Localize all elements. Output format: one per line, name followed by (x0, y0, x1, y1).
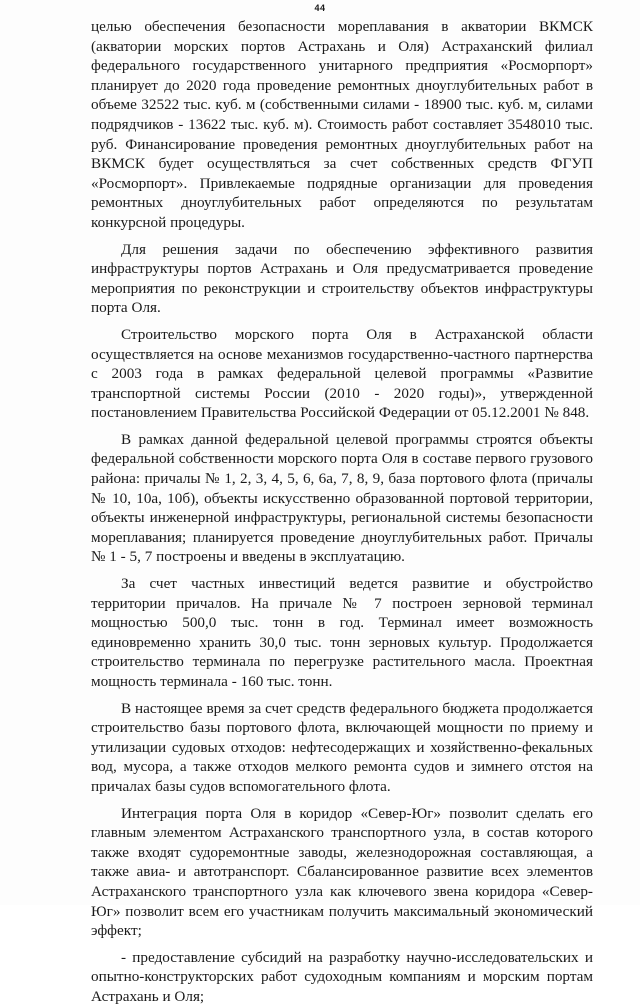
paragraph-infrastructure-task: Для решения задачи по обеспечению эффективного развития инфраструктуры портов Астрахань и Оля предусматривается проведение мероприятия по реконструкции и строительству объектов инфраструктуры порта Оля. (91, 240, 593, 317)
paragraph-private-investment: За счет частных инвестиций ведется развитие и обустройство территории причалов. На причале № 7 построен зерновой терминал мощностью 500,0 тыс. тонн в год. Терминал имеет возможность единовременно хранить 30,0 тыс. тонн зерновых культур. Продолжается строительство терминала по перегрузке растительного масла. Проектная мощность терминала - 160 тыс. тонн. (91, 575, 593, 690)
paragraph-subsidies: - предоставление субсидий на разработку научно-исследовательских и опытно-конструкторских работ судоходным компаниям и морским портам Астрахань и Оля; (91, 948, 593, 1005)
paragraph-federal-program: В рамках данной федеральной целевой программы строятся объекты федеральной собственности морского порта Оля в составе первого грузового района: причалы № 1, 2, 3, 4, 5, 6, 6а, 7, 8, 9, база портового флота (причалы № 10, 10а, 10б), объекты искусственно образованной портовой территории, объекты инженерной инфраструктуры, региональной системы безопасности мореплавания; планируется проведение дноуглубительных работ. Причалы № 1 - 5, 7 построены и введены в эксплуатацию. (91, 430, 593, 566)
paragraph-port-fleet-base: В настоящее время за счет средств федерального бюджета продолжается строительство базы портового флота, включающей мощности по приему и утилизации судовых отходов: нефтесодержащих и хозяйственно-фекальных вод, мусора, а также отходов мелкого ремонта судов и зимнего отстоя на причалах базы судов вспомогательного флота. (91, 699, 593, 795)
paragraph-dredging-plan: целью обеспечения безопасности мореплавания в акватории ВКМСК (акватории морских портов Астрахань и Оля) Астраханский филиал федерального государственного унитарного предприятия «Росморпорт» планирует до 2020 года проведение ремонтных дноуглубительных работ в объеме 32522 тыс. куб. м (собственными силами - 18900 тыс. куб. м, силами подрядчиков - 13622 тыс. куб. м). Стоимость работ составляет 3548010 тыс. руб. Финансирование проведения ремонтных дноуглубительных работ на ВКМСК будет осуществляться за счет собственных средств ФГУП «Росморпорт». Привлекаемые подрядные организации для проведения ремонтных дноуглубительных работ определяются по результатам конкурсной процедуры. (91, 18, 593, 231)
document-body (91, 17, 593, 1007)
page-number: 44 (314, 3, 326, 13)
paragraph-north-south-corridor: Интеграция порта Оля в коридор «Север-Юг» позволит сделать его главным элементом Астраханского транспортного узла, в состав которого также входят судоремонтные заводы, железнодорожная составляющая, а также авиа- и автотранспорт. Сбалансированное развитие всех элементов Астраханского транспортного узла как ключевого звена коридора «Север-Юг» позволит всем его участникам получить максимальный экономический эффект; (91, 804, 593, 940)
paragraph-port-construction: Строительство морского порта Оля в Астраханской области осуществляется на основе механизмов государственно-частного партнерства с 2003 года в рамках федеральной целевой программы «Развитие транспортной системы России (2010 - 2020 годы)», утвержденной постановлением Правительства Российской Федерации от 05.12.2001 № 848. (91, 325, 593, 422)
